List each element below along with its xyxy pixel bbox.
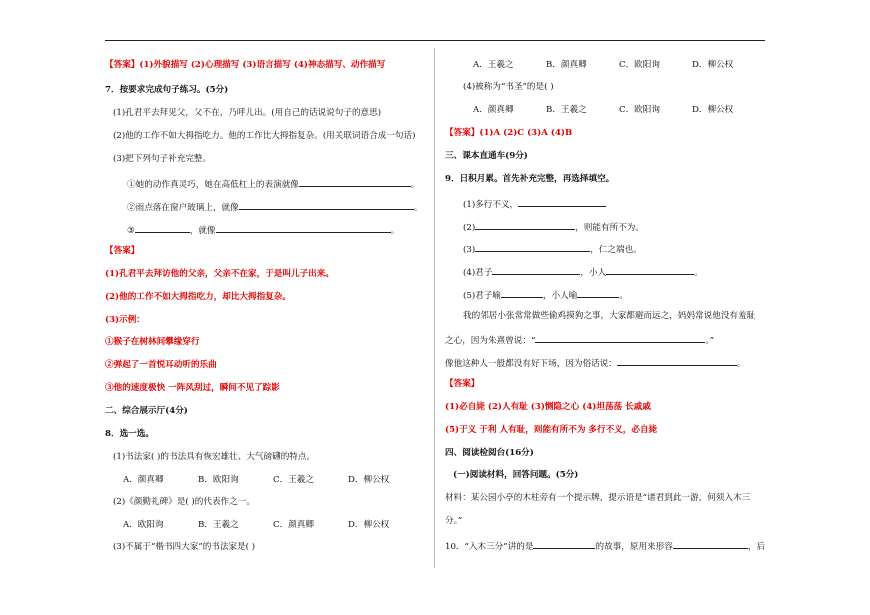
blank-line[interactable]: [673, 539, 748, 549]
option[interactable]: D．柳公权: [692, 105, 734, 115]
header-rule: [105, 40, 765, 41]
option[interactable]: C．王羲之: [273, 475, 314, 485]
answer-text: (1)A (2)C (3)A (4)B: [479, 128, 573, 138]
blank-line[interactable]: [135, 223, 190, 233]
question-9-3: [463, 242, 642, 256]
option[interactable]: A．颜真卿: [123, 475, 164, 485]
question-8-3-options: [473, 60, 733, 71]
question-10: [445, 539, 765, 553]
answer-line: ②弹起了一首悦耳动听的乐曲: [105, 360, 217, 370]
question-8-1-options: [123, 475, 389, 486]
blank-line[interactable]: [535, 333, 705, 343]
blank-line[interactable]: [475, 242, 590, 252]
subsection-heading: (一)阅读材料，回答问题。(5分): [453, 470, 579, 480]
paragraph-line: 我的邻居小张常常做些偷鸡摸狗之事，大家都避而远之，妈妈常说他没有羞耻: [463, 311, 756, 321]
question-9-2: (2) ，则能有所不为。: [463, 220, 644, 234]
question-8-2: (2)《颜勤礼碑》是( )的代表作之一。: [113, 497, 255, 507]
option[interactable]: D．柳公权: [348, 520, 390, 530]
blank-line[interactable]: [216, 223, 391, 233]
question-8-1: (1)书法家( )的书法具有恢宏雄壮、大气磅礴的特点。: [113, 452, 316, 462]
prompt-text: 之心，因为朱熹曾说：“: [445, 336, 536, 346]
answer-line: (3)示例：: [105, 315, 145, 325]
prompt-text: ①她的动作真灵巧，她在高低杠上的表演就像: [127, 180, 299, 190]
prompt-text: ③: [127, 226, 135, 236]
question-8-4: (4)被称为“书圣”的是( ): [463, 82, 554, 92]
answer-line: ③他的速度极快 一阵风刮过，瞬间不见了踪影: [105, 383, 280, 393]
option[interactable]: D．柳公权: [348, 475, 390, 485]
paragraph-line: 像他这种人一般都没有好下场，因为俗话说： 。: [445, 356, 746, 370]
option[interactable]: C．欧阳询: [619, 60, 660, 70]
answer-block-1: [105, 60, 385, 71]
prompt-text: 像他这种人一般都没有好下场，因为俗话说：: [445, 359, 617, 369]
section-4-heading: 四、阅读检阅台(16分): [445, 448, 534, 458]
prompt-text: (1)多行不义，: [463, 200, 519, 210]
question-9-5: (5)君子喻 ，小人喻 。: [463, 288, 628, 302]
option[interactable]: B．王羲之: [546, 105, 587, 115]
prompt-text: ，则能有所不为。: [575, 223, 644, 233]
blank-line[interactable]: [533, 539, 595, 549]
column-divider: [434, 48, 435, 568]
blank-line[interactable]: [617, 356, 737, 366]
prompt-text: 。”: [705, 336, 715, 346]
answer-tag-2: 【答案】: [105, 246, 140, 256]
answer-block-3: [445, 128, 572, 139]
prompt-text: ②雨点落在窗户玻璃上，就像: [127, 203, 239, 213]
option[interactable]: D．柳公权: [692, 60, 734, 70]
answer-tag: 【答案】: [445, 128, 480, 138]
option[interactable]: B．欧阳询: [198, 475, 239, 485]
section-3-heading: 三、课本直通车(9分): [445, 151, 528, 161]
section-2-heading: 二、综合展示厅(4分): [105, 406, 188, 416]
blank-line[interactable]: [239, 200, 414, 210]
answer-line: (5)于义 于利 人有耻，则能有所不为 多行不义，必自毙: [445, 425, 658, 435]
blank-line[interactable]: [501, 288, 543, 298]
prompt-text: (4)君子: [463, 268, 493, 278]
blank-line[interactable]: [577, 288, 619, 298]
prompt-text: ，后: [747, 542, 766, 552]
answer-line: (1)孔君平去拜访他的父亲，父亲不在家，于是叫儿子出来。: [105, 269, 334, 279]
option[interactable]: C．欧阳询: [619, 105, 660, 115]
question-7-1: (1)孔君平去拜见父，父不在，乃呼儿出。(用自己的话说说句子的意思): [113, 108, 382, 118]
blank-line[interactable]: [475, 220, 575, 230]
answer-line: ①猴子在树林间攀缘穿行: [105, 337, 200, 347]
prompt-text: (3): [463, 245, 476, 255]
prompt-text: ，小人喻: [542, 291, 578, 301]
question-7: 7．按要求完成句子练习。(5分): [105, 85, 229, 95]
paragraph-line: [445, 333, 714, 347]
material-line: 材料：某公园小亭的木柱旁有一个提示牌，提示语是“诸君到此一游，何须入木三: [445, 493, 751, 503]
option[interactable]: A．欧阳询: [123, 520, 164, 530]
answer-text: (1)外貌描写 (2)心理描写 (3)语言描写 (4)神态描写、动作描写: [139, 60, 386, 70]
question-9: 9．日积月累。首先补充完整，再选择填空。: [445, 174, 615, 184]
option[interactable]: B．颜真卿: [546, 60, 587, 70]
material-line: 分。”: [445, 516, 463, 526]
question-7-3b: ②雨点落在窗户玻璃上，就像 。: [127, 200, 422, 214]
blank-line[interactable]: [299, 177, 411, 187]
answer-tag-4: 【答案】: [445, 379, 480, 389]
question-8-4-options: [473, 105, 733, 116]
option[interactable]: A．颜真卿: [473, 105, 514, 115]
option[interactable]: C．颜真卿: [273, 520, 314, 530]
option[interactable]: A．王羲之: [473, 60, 514, 70]
prompt-text: 的故事，原用来形容: [595, 542, 673, 552]
question-8-3: (3)不属于“楷书四大家”的书法家是( ): [113, 542, 256, 552]
prompt-text: 10．“入木三分”讲的是: [445, 542, 534, 552]
question-7-3a: ①她的动作真灵巧，她在高低杠上的表演就像 。: [127, 177, 420, 191]
question-7-3c: ③ ，就像 。: [127, 223, 399, 237]
question-9-1: [463, 197, 606, 211]
blank-line[interactable]: [518, 197, 606, 207]
prompt-text: (5)君子喻: [463, 291, 501, 301]
answer-line: (1)必自毙 (2)人有耻 (3)恻隐之心 (4)坦荡荡 长戚戚: [445, 402, 651, 412]
question-7-2: (2)他的工作不如大拇指吃力。他的工作比大拇指复杂。(用关联词语合成一句话): [113, 131, 416, 141]
option[interactable]: B．王羲之: [198, 520, 239, 530]
prompt-text: ，小人: [580, 268, 607, 278]
question-9-4: (4)君子 ，小人 。: [463, 265, 703, 279]
prompt-text: ，仁之端也。: [590, 245, 642, 255]
answer-tag: 【答案】: [105, 60, 140, 70]
blank-line[interactable]: [606, 265, 694, 275]
question-8: 8．选一选。: [105, 429, 154, 439]
blank-line[interactable]: [492, 265, 580, 275]
answer-line: (2)他的工作不如大拇指吃力，却比大拇指复杂。: [105, 292, 291, 302]
question-8-2-options: [123, 520, 389, 531]
prompt-text: ，就像: [189, 226, 216, 236]
question-7-3: (3)把下列句子补充完整。: [113, 154, 212, 164]
